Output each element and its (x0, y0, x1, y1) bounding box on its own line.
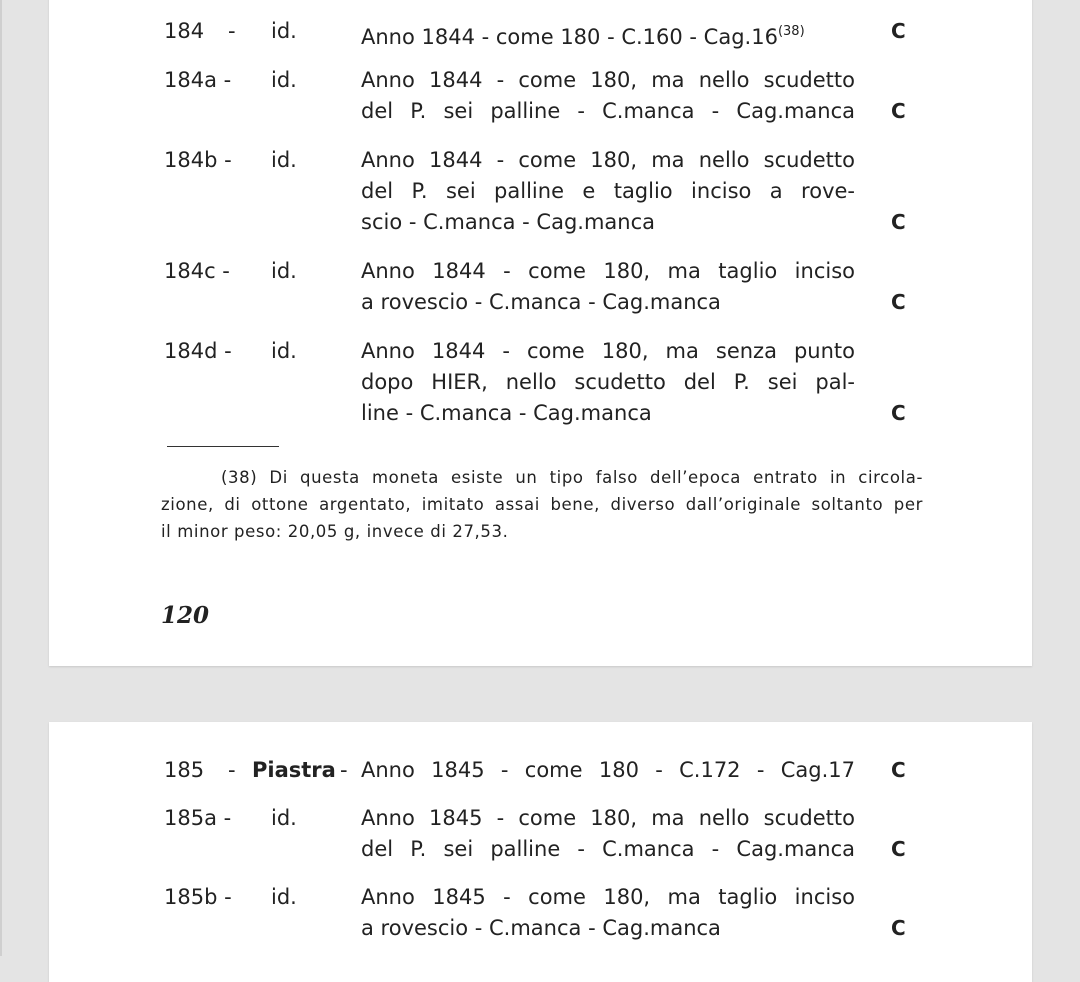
entry-grade: C (891, 837, 906, 861)
document-page-120 (49, 0, 1032, 666)
footnote (161, 464, 923, 545)
entry-denomination: id. (271, 19, 297, 43)
footnote-line: zione, di ottone argentato, imitato assai bene, diverso dall’originale soltanto per (161, 495, 923, 514)
footnote-rule (167, 446, 279, 447)
footnote-line: il minor peso: 20,05 g, invece di 27,53. (161, 522, 509, 541)
entry-grade: C (891, 19, 906, 43)
entry-description-line: dopo HIER, nello scudetto del P. sei pal- (361, 370, 855, 394)
entry-denomination: Piastra (252, 758, 336, 782)
footnote-line: (38) Di questa moneta esiste un tipo falso dell’epoca entrato in circola- (221, 468, 923, 487)
entry-description-line: Anno 1845 - come 180, ma nello scudetto (361, 806, 855, 830)
entry-description-line: Anno 1844 - come 180, ma nello scudetto (361, 68, 855, 92)
entry-denomination: id. (271, 259, 297, 283)
entry-description-line: scio - C.manca - Cag.manca (361, 210, 655, 234)
entry-number: 184 (164, 19, 205, 43)
entry-description-line: a rovescio - C.manca - Cag.manca (361, 290, 721, 314)
entry-description-line: Anno 1845 - come 180, ma taglio inciso (361, 885, 855, 909)
entry-grade: C (891, 401, 906, 425)
entry-number: 184d - (164, 339, 232, 363)
entry-denomination: id. (271, 68, 297, 92)
viewer-left-edge (0, 0, 2, 956)
entry-separator: - (340, 758, 348, 782)
entry-separator: - (228, 758, 236, 782)
entry-description-line: Anno 1844 - come 180 - C.160 - Cag.16$^{(38)}$ (361, 24, 805, 49)
entry-number: 185a - (164, 806, 232, 830)
entry-description-line: Anno 1845 - come 180 - C.172 - Cag.17 (361, 758, 855, 782)
entry-description-line: del P. sei palline - C.manca - Cag.manca (361, 99, 855, 123)
entry-grade: C (891, 99, 906, 123)
entry-description-line: line - C.manca - Cag.manca (361, 401, 652, 425)
entry-description-line: del P. sei palline e taglio inciso a rove- (361, 179, 855, 203)
entry-description-line: Anno 1844 - come 180, ma nello scudetto (361, 148, 855, 172)
footnote-reference[interactable]: (38) (777, 24, 805, 39)
entry-separator: - (228, 19, 236, 43)
entry-grade: C (891, 290, 906, 314)
entry-description-line: Anno 1844 - come 180, ma taglio inciso (361, 259, 855, 283)
entry-denomination: id. (271, 148, 297, 172)
entry-number: 185b - (164, 885, 232, 909)
entry-number: 184b - (164, 148, 232, 172)
entry-description-line: a rovescio - C.manca - Cag.manca (361, 916, 721, 940)
entry-number: 184c - (164, 259, 230, 283)
entry-denomination: id. (271, 806, 297, 830)
entry-grade: C (891, 210, 906, 234)
entry-denomination: id. (271, 339, 297, 363)
document-page-next (49, 722, 1032, 982)
entry-grade: C (891, 916, 906, 940)
page-number: 120 (161, 602, 210, 629)
entry-number: 185 (164, 758, 205, 782)
entry-grade: C (891, 758, 906, 782)
entry-number: 184a - (164, 68, 232, 92)
entry-denomination: id. (271, 885, 297, 909)
entry-description-line: Anno 1844 - come 180, ma senza punto (361, 339, 855, 363)
entry-description-line: del P. sei palline - C.manca - Cag.manca (361, 837, 855, 861)
